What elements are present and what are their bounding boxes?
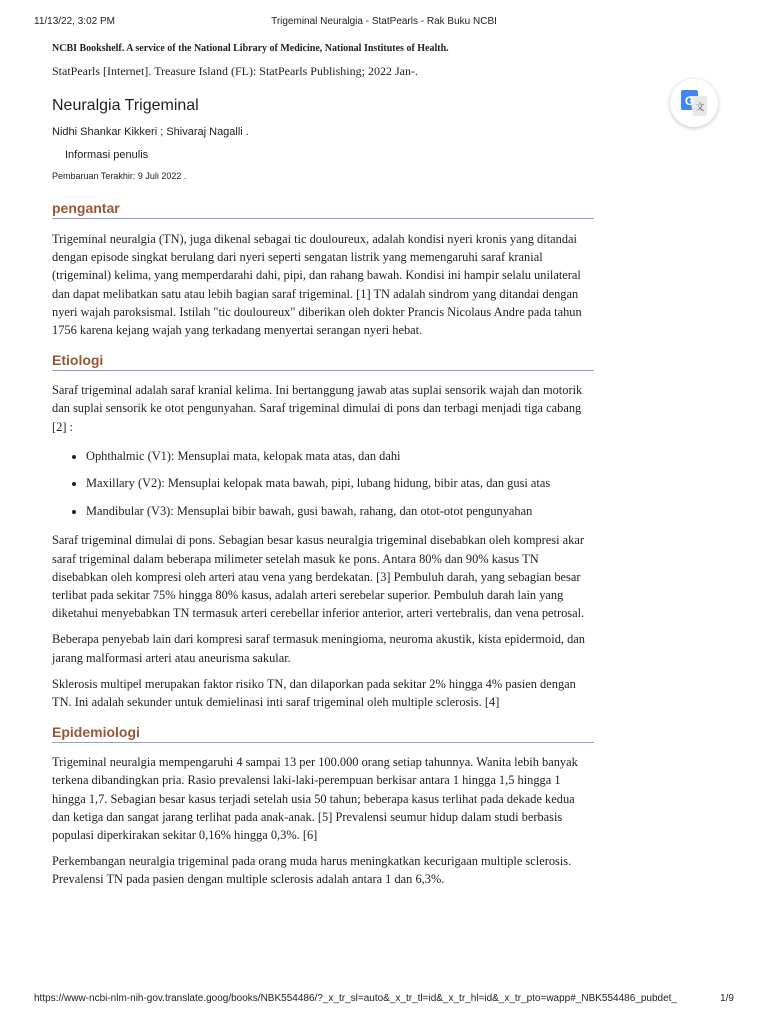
list-item: • Maxillary (V2): Mensuplai kelopak mata bawah, pipi, lubang hidung, bibir atas, dan gusi atas [86,475,594,493]
ncbi-tagline: A service of the National Library of Medicine, National Institutes of Health. [124,43,449,54]
svg-text:G: G [684,94,695,108]
google-translate-icon [681,90,707,116]
ncbi-banner [52,43,594,54]
epidemiology-paragraph-2: Perkembangan neuralgia trigeminal pada orang muda harus meningkatkan kecurigaan multiple sclerosis. Prevalensi TN pada pasien dengan multiple sclerosis adalah antara 1 dan 6,3%. [52,854,572,887]
list-item: • Mandibular (V3): Mensuplai bibir bawah, gusi bawah, rahang, dan otot-otot pengunyahan [86,503,594,521]
trigeminal-branches-list [52,448,594,521]
print-footer [34,993,734,1007]
etiology-paragraph-3: Beberapa penyebab lain dari kompresi saraf termasuk meningioma, neuroma akustik, kista epidermoid, dan jarang malformasi arteri atau aneurisma sakular. [52,632,585,665]
print-header [34,16,734,30]
section-heading-etiology: Etiologi [52,352,594,371]
section-heading-intro: pengantar [52,200,594,219]
page-content [52,40,594,889]
citation-source: StatPearls [Internet] [52,64,149,78]
page-number: 1/9 [720,993,734,1004]
etiology-paragraph-1: Saraf trigeminal adalah saraf kranial kelima. Ini bertanggung jawab atas suplai sensorik wajah dan motorik dan suplai sensorik ke otot pengunyahan. Saraf trigeminal dimulai di pons dan terbagi menjadi tiga cabang [2] : [52,383,583,434]
author-info-link[interactable]: Informasi penulis [65,149,149,161]
svg-text:文: 文 [695,103,705,113]
last-update: Pembaruan Terakhir: 9 Juli 2022 . [52,171,187,181]
print-url: https://www-ncbi-nlm-nih-gov.translate.goog/books/NBK554486/?_x_tr_sl=auto&_x_tr_tl=id&_x_tr_hl=id&_x_tr_pto=wapp#_NBK554486_pubdet_ [34,993,677,1004]
citation [52,64,594,79]
list-item: • Ophthalmic (V1): Mensuplai mata, kelopak mata atas, dan dahi [86,448,594,466]
section-heading-epidemiology: Epidemiologi [52,724,594,743]
etiology-paragraph-2: Saraf trigeminal dimulai di pons. Sebagian besar kasus neuralgia trigeminal disebabkan oleh kompresi akar saraf trigeminal dalam beberapa milimeter setelah masuk ke pons. Antara 80% dan 90% kasus TN disebabkan oleh kompresi oleh arteri atau vena yang berdekatan. [3] Pembuluh darah, yang sebagian besar terlibat pada sekitar 75% hingga 80% kasus, adalah arteri serebelar superior. Pembuluh darah lain yang diketahui menyebabkan TN termasuk arteri cerebellar inferior anterior, arteri vertebralis, dan vena petrosal. [52,533,585,621]
ncbi-brand-link[interactable]: NCBI Bookshelf. [52,43,125,54]
epidemiology-paragraph-1: Trigeminal neuralgia mempengaruhi 4 sampai 13 per 100.000 orang setiap tahunnya. Wanita lebih banyak terkena dibandingkan pria. Rasio prevalensi laki-laki-perempuan berkisar antara 1 hingga 1,5 hingga 1 hingga 1,7. Sebagian besar kasus terjadi setelah usia 50 tahun; beberapa kasus terlihat pada dekade kedua dan ketiga dan sangat jarang terlihat pada anak-anak. [5] Prevalensi seumur hidup dalam studi berbasis populasi diperkirakan sekitar 0,16% hingga 0,3%. [6] [52,755,578,842]
article-title: Neuralgia Trigeminal [52,97,199,114]
citation-rest: . Treasure Island (FL): StatPearls Publishing; 2022 Jan-. [148,64,418,78]
print-title: Trigeminal Neuralgia - StatPearls - Rak Buku NCBI [271,16,497,27]
intro-paragraph: Trigeminal neuralgia (TN), juga dikenal sebagai tic douloureux, adalah kondisi nyeri kronis yang ditandai dengan episode singkat berulang dari nyeri seperti sengatan listrik yang memengaruhi saraf kranial (trigeminal) kelima, yang memperdarahi dahi, pipi, dan rahang bawah. Kondisi ini hampir selalu unilateral dan dapat melibatkan satu atau lebih bagian saraf trigeminal. [1] TN adalah sindrom yang ditandai dengan nyeri wajah paroksismal. Istilah "tic douloureux" diberikan oleh dokter Prancis Nicolaus Andre pada tahun 1756 karena kejang wajah yang terkadang menyertai serangan nyeri hebat. [52,232,582,338]
google-translate-button[interactable] [670,79,718,127]
etiology-paragraph-4: Sklerosis multipel merupakan faktor risiko TN, dan dilaporkan pada sekitar 2% hingga 4% pasien dengan TN. Ini adalah sekunder untuk demielinasi inti saraf trigeminal oleh multiple sclerosis. [4] [52,676,576,709]
article-authors[interactable]: Nidhi Shankar Kikkeri ; Shivaraj Nagalli . [52,126,249,138]
print-date: 11/13/22, 3:02 PM [34,16,115,27]
